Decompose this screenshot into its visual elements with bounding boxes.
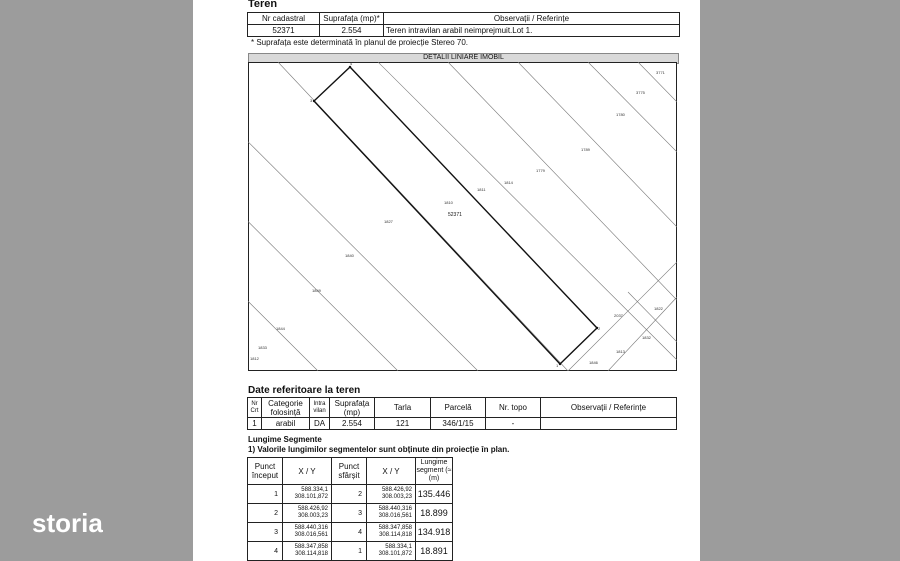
cell-observatii: Teren intravilan arabil neimprejmuit.Lot 1. (384, 25, 680, 37)
vertex-label: 4 (350, 62, 353, 66)
neighbor-parcel-number: 1833 (258, 345, 267, 350)
neighbor-parcel-number: 3775 (636, 90, 645, 95)
cell-observatii (541, 418, 677, 430)
cell-start: 1 (248, 485, 283, 504)
header-parcela: Parcelă (431, 398, 486, 418)
cell-end: 4 (332, 523, 367, 542)
header-categorie: Categorie folosință (262, 398, 310, 418)
cell-suprafata: 2.554 (320, 25, 384, 37)
header-nr-topo: Nr. topo (486, 398, 541, 418)
neighbor-parcel-number: 1811 (477, 187, 486, 192)
projection-note: * Suprafața este determinată în planul de proiecție Stereo 70. (251, 38, 469, 47)
document-page (193, 0, 700, 561)
neighbor-parcel-number: 1844 (276, 326, 285, 331)
cell-parcela: 346/1/15 (431, 418, 486, 430)
neighbor-parcel-number: 1779 (536, 168, 545, 173)
header-nr-crt: Nr Crt (248, 398, 262, 418)
cell-start-xy: 588.440,316 308.016,561 (283, 523, 332, 542)
table-row (248, 485, 453, 504)
cell-end-xy: 588.426,92 308.003,23 (367, 485, 416, 504)
header-punct-inceput: Punct început (248, 458, 283, 485)
cell-categorie: arabil (262, 418, 310, 430)
cell-start-xy: 588.426,92 308.003,23 (283, 504, 332, 523)
cell-suprafata: 2.554 (330, 418, 375, 430)
cell-end-xy: 588.347,858 308.114,818 (367, 523, 416, 542)
cell-length: 18.899 (416, 504, 453, 523)
header-intravilan: Intra vilan (310, 398, 330, 418)
neighbor-parcel-number: 1822 (654, 306, 663, 311)
cadastral-table (247, 12, 680, 37)
cell-length: 134.918 (416, 523, 453, 542)
header-suprafata: Suprafața (mp)* (320, 13, 384, 25)
vertex-label: 2 (598, 326, 601, 331)
cell-length: 135.446 (416, 485, 453, 504)
section-title-lungime: Lungime Segmente (248, 435, 322, 444)
neighbor-parcel-number: 1832 (642, 335, 651, 340)
cell-end: 1 (332, 542, 367, 561)
segments-note: 1) Valorile lungimilor segmentelor sunt obținute din proiecție în plan. (248, 445, 510, 454)
neighbor-parcel-number: 1840 (345, 253, 354, 258)
neighbor-parcel-number: 1813 (616, 349, 625, 354)
cell-start: 4 (248, 542, 283, 561)
neighbor-parcel-number: 1827 (384, 219, 393, 224)
land-data-table (247, 397, 677, 430)
cell-intravilan: DA (310, 418, 330, 430)
storia-watermark-logo: storia (32, 508, 103, 538)
header-observatii: Observații / Referințe (541, 398, 677, 418)
parcel-label-52371: 52371 (448, 212, 462, 218)
parcel-map (248, 62, 677, 371)
cell-end: 2 (332, 485, 367, 504)
header-xy-end: X / Y (367, 458, 416, 485)
neighbor-parcel-number: 2037 (614, 313, 623, 318)
table-row (248, 504, 453, 523)
cell-end-xy: 588.440,316 308.016,561 (367, 504, 416, 523)
map-title: DETALII LINIARE IMOBIL (248, 53, 679, 64)
neighbor-parcel-number: 1849 (312, 288, 321, 293)
neighbor-parcel-number: 1814 (504, 180, 513, 185)
neighbor-parcel-number: 3771 (656, 70, 665, 75)
cell-start: 2 (248, 504, 283, 523)
header-suprafata: Suprafața (mp) (330, 398, 375, 418)
section-title-date-teren: Date referitoare la teren (248, 385, 361, 396)
table-row (248, 542, 453, 561)
neighbor-parcel-number: 1789 (581, 147, 590, 152)
neighbor-parcel-number: 1810 (444, 200, 453, 205)
table-row (248, 523, 453, 542)
header-xy-start: X / Y (283, 458, 332, 485)
neighbor-parcel-number: 1812 (250, 356, 259, 361)
cell-start-xy: 588.347,858 308.114,818 (283, 542, 332, 561)
vertex-label: 1 (556, 363, 559, 368)
cell-tarla: 121 (375, 418, 431, 430)
vertex-label: 3 (310, 98, 313, 103)
cell-length: 18.891 (416, 542, 453, 561)
neighbor-parcel-number: 1846 (589, 360, 598, 365)
header-punct-sfarsit: Punct sfârșit (332, 458, 367, 485)
segments-table (247, 457, 453, 561)
cell-nr-crt: 1 (248, 418, 262, 430)
neighbor-parcel-number: 1780 (616, 112, 625, 117)
header-observatii: Observații / Referințe (384, 13, 680, 25)
cell-end-xy: 588.334,1 308.101,872 (367, 542, 416, 561)
cell-start: 3 (248, 523, 283, 542)
cell-end: 3 (332, 504, 367, 523)
cell-start-xy: 588.334,1 308.101,872 (283, 485, 332, 504)
section-title-teren: Teren (248, 0, 278, 10)
cell-nr-topo: - (486, 418, 541, 430)
cell-nr-cadastral: 52371 (248, 25, 320, 37)
header-nr-cadastral: Nr cadastral (248, 13, 320, 25)
header-lungime: Lungime segment (≈ (m) (416, 458, 453, 485)
header-tarla: Tarla (375, 398, 431, 418)
